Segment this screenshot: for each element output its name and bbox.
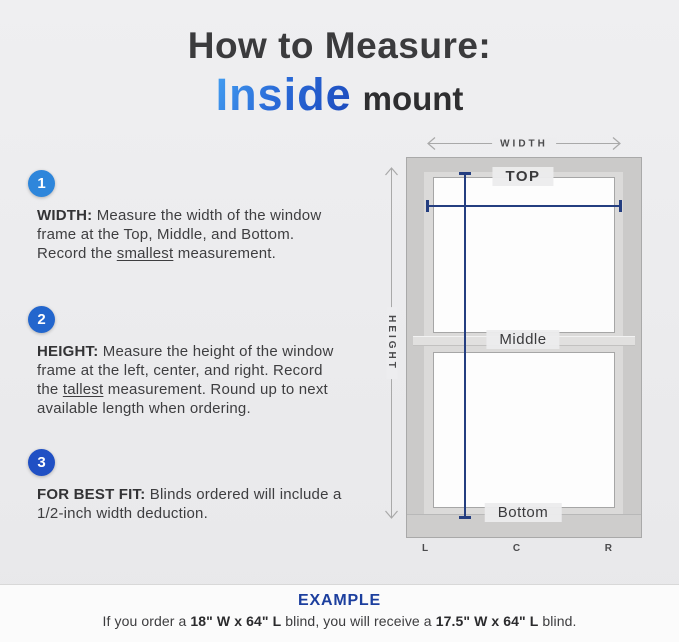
step-2-number-badge: 2 bbox=[28, 306, 55, 333]
page-title bbox=[0, 26, 679, 121]
step-3-body: Blinds ordered will include a 1/2-inch width deduction. bbox=[37, 486, 342, 522]
middle-position-label: Middle bbox=[486, 330, 559, 349]
top-position-label: TOP bbox=[492, 167, 553, 186]
horizontal-measure-line bbox=[426, 205, 622, 207]
step-3-text bbox=[37, 485, 342, 523]
step-1-label: WIDTH: bbox=[37, 207, 93, 224]
example-section bbox=[0, 584, 679, 642]
height-arrow-label: HEIGHT bbox=[386, 307, 397, 379]
step-3-number-badge: 3 bbox=[28, 449, 55, 476]
example-suffix: blind. bbox=[538, 613, 577, 629]
right-mark: R bbox=[604, 543, 613, 554]
step-1-underlined-word: smallest bbox=[116, 245, 174, 262]
step-1-body: Measure the width of the window frame at the Top, Middle, and Bottom. Record the bbox=[37, 207, 322, 262]
left-mark: L bbox=[422, 543, 430, 554]
example-heading: EXAMPLE bbox=[298, 592, 381, 609]
page-title-line1: How to Measure: bbox=[187, 25, 492, 66]
step-1 bbox=[28, 170, 348, 263]
step-1-text bbox=[37, 206, 342, 263]
center-mark: C bbox=[512, 543, 522, 554]
page-title-suffix: mount bbox=[362, 79, 464, 117]
lcr-marks bbox=[406, 543, 642, 554]
step-2-text bbox=[37, 342, 342, 418]
width-arrow-label: WIDTH bbox=[492, 138, 556, 149]
window-lower-pane bbox=[433, 352, 615, 508]
step-1-number-badge: 1 bbox=[28, 170, 55, 197]
width-dimension-arrow bbox=[426, 136, 622, 151]
bottom-position-label: Bottom bbox=[485, 503, 562, 522]
example-order-size: 18" W x 64" L bbox=[190, 613, 282, 629]
example-text bbox=[0, 613, 679, 629]
example-receive-size: 17.5" W x 64" L bbox=[435, 613, 539, 629]
example-prefix: If you order a bbox=[102, 613, 191, 629]
step-2 bbox=[28, 306, 348, 418]
step-3-label: FOR BEST FIT: bbox=[37, 486, 146, 503]
page-title-highlight: Inside bbox=[215, 68, 352, 120]
vertical-measure-line bbox=[464, 172, 466, 519]
step-3 bbox=[28, 449, 348, 523]
step-2-body: Measure the height of the window frame at the left, center, and right. Record the bbox=[37, 343, 334, 398]
page-title-line2 bbox=[0, 69, 679, 121]
height-dimension-arrow bbox=[384, 166, 399, 520]
step-2-tail: measurement. Round up to next available length when ordering. bbox=[37, 381, 328, 417]
step-1-tail: measurement. bbox=[173, 245, 277, 262]
example-middle: blind, you will receive a bbox=[281, 613, 436, 629]
step-2-label: HEIGHT: bbox=[37, 343, 99, 360]
step-2-underlined-word: tallest bbox=[62, 381, 104, 398]
window-upper-pane bbox=[433, 177, 615, 333]
